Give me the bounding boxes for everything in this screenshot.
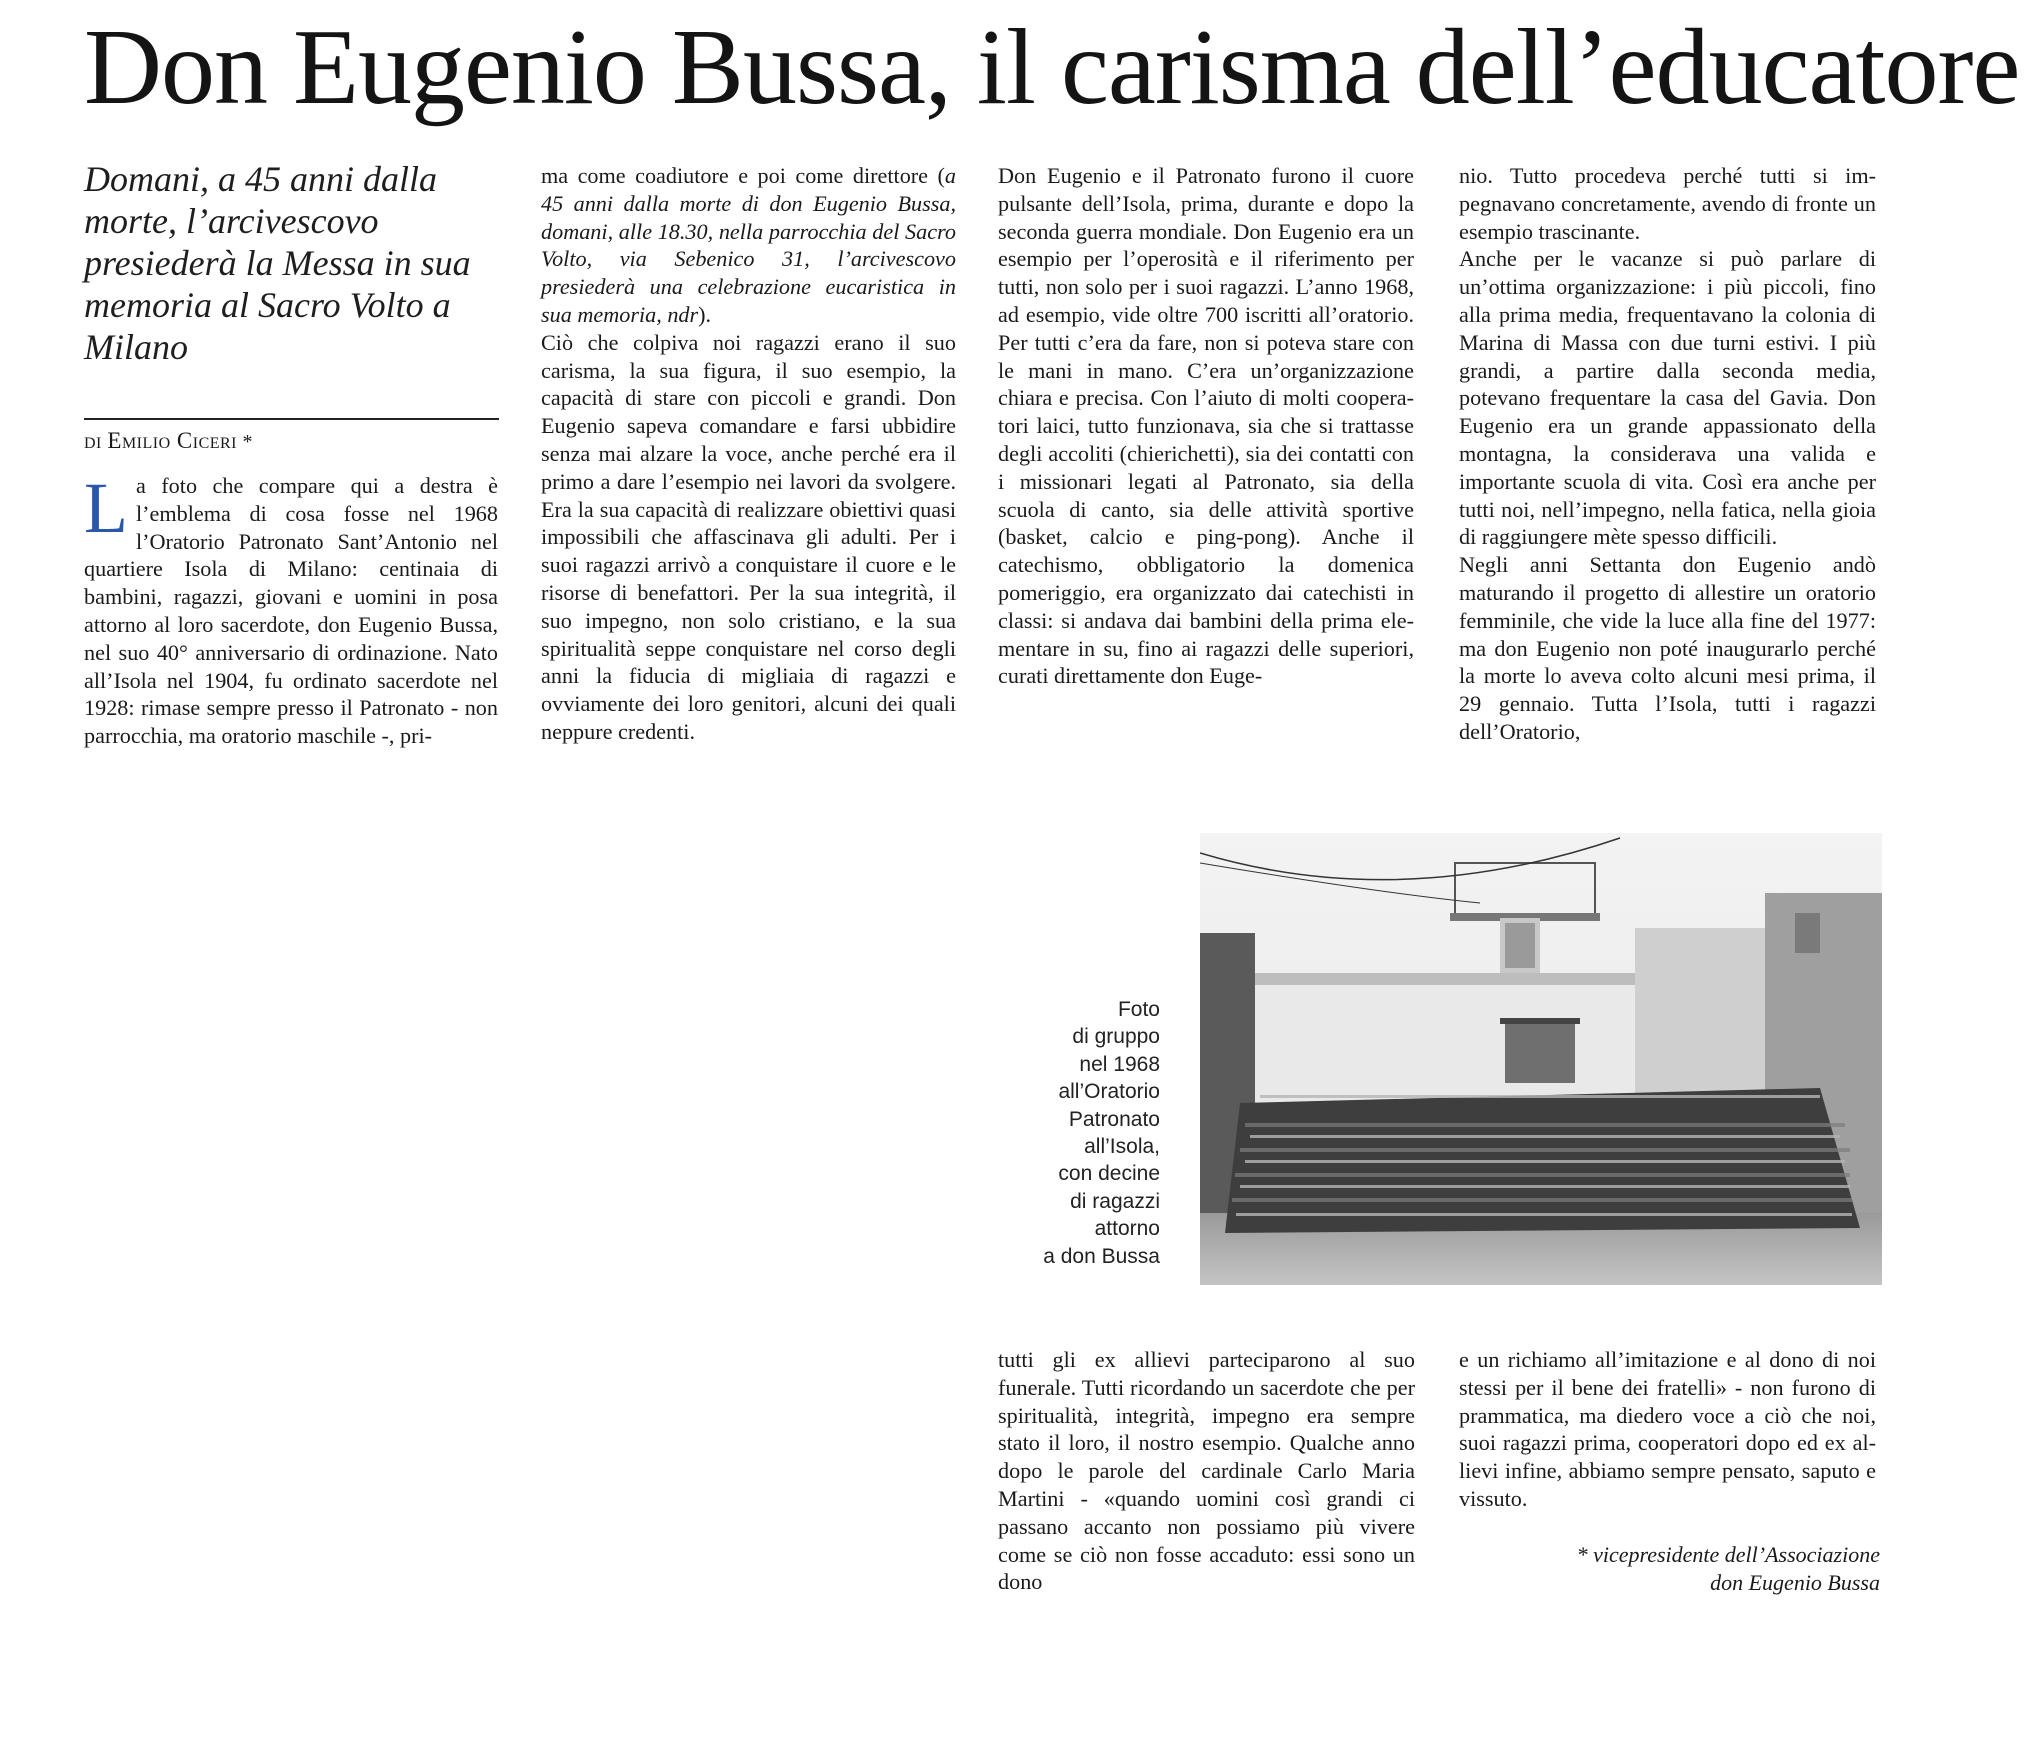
- column-1-paragraph: [84, 468, 498, 750]
- caption-line: all’Oratorio: [1058, 1080, 1160, 1104]
- footnote-line-1: * vicepresidente dell’Associazione: [1576, 1542, 1880, 1567]
- caption-line: nel 1968: [1079, 1052, 1160, 1076]
- caption-line: a don Bussa: [1043, 1244, 1160, 1268]
- caption-line: con decine: [1058, 1162, 1160, 1186]
- editor-note: a 45 anni dalla morte di don Eugenio Bussa, domani, alle 18.30, nella parrocchia del Sacro Volto, via Sebenico 31, l’arcivescovo presiederà una celebrazione eucaristica in sua memoria, ndr: [541, 163, 956, 327]
- column-6-paragraph: e un richiamo all’imitazione e al dono di noi stessi per il bene dei fratelli» - non furono di prammatica, ma diedero voce a ciò che noi, suoi ragazzi prima, cooperatori dopo ed ex allievi infine, abbiamo sempre pensato, saputo e vissuto.: [1459, 1347, 1876, 1511]
- headline: Don Eugenio Bussa, il carisma dell’educatore: [84, 8, 2020, 127]
- article-column-6: [1459, 1346, 1876, 1513]
- article-column-3: [998, 162, 1414, 690]
- caption-line: Patronato: [1068, 1107, 1160, 1131]
- column-1-text: a foto che compare qui a destra è l’emblema di cosa fosse nel 1968 l’Oratorio Patronato Sant’Antonio nel quartiere Isola di Milano: centinaia di bambini, ragazzi, giovani e uomini in posa attorno al loro sacerdote, don Eugenio Bussa, nel suo 40° anniversario di ordinazione. Nato all’Isola nel 1904, fu ordinato sacerdote nel 1928: rimase sempre presso il Patronato - non parrocchia, ma oratorio maschile -, pri-: [84, 473, 498, 749]
- column-4-paragraph-2: Anche per le vacanze si può parlare di un’ottima organizzazione: i più piccoli, fino alla prima media, frequentavano la colonia di Marina di Massa con due turni estivi. I più grandi, a partire dalla seconda media, potevano frequentare la casa del Gavia. Don Eugenio era un grande appassionato della montagna, la considerava una valida e importante scuola di vita. Così era anche per tutti noi, nell’impegno, nella fatica, nella gioia di raggiungere mète spesso difficili.: [1459, 246, 1876, 550]
- byline-prefix: di: [84, 428, 102, 453]
- footnote-line-2: don Eugenio Bussa: [1710, 1570, 1880, 1595]
- group-photo: [1200, 833, 1882, 1285]
- caption-line: attorno: [1094, 1217, 1160, 1241]
- column-4-paragraph-1: nio. Tutto procedeva perché tutti si impegnavano concretamente, avendo di fronte un esempio trascinante.: [1459, 163, 1876, 244]
- byline-star: *: [242, 431, 254, 453]
- column-3-paragraph: Don Eugenio e il Patronato furono il cuore pulsante dell’Isola, prima, durante e dopo la seconda guerra mondiale. Don Eugenio era un esempio per l’operosità e il riferimento per tutti, non solo per i suoi ragazzi. L’anno 1968, ad esempio, vide oltre 700 iscritti all’oratorio. Per tutti c’era da fare, non si poteva stare con le mani in mano. C’era un’organizzazione chiara e precisa. Con l’aiuto di molti cooperatori laici, tutto funzionava, sia che si trattasse degli accoliti (chierichetti), sia dei contatti con i missionari legati al Patronato, sia della scuola di canto, sia delle attività sportive (basket, calcio e ping-pong). Anche il catechismo, obbligatorio la domenica pomeriggio, era organizzato dai catechisti in classi: si andava dai bambini della prima elementare in su, fino ai ragazzi delle superiori, curati direttamente don Euge-: [998, 163, 1414, 689]
- article-column-5: [998, 1346, 1415, 1596]
- column-2-close: ).: [698, 301, 712, 327]
- caption-line: di ragazzi: [1070, 1189, 1160, 1213]
- column-2-paragraph-2: Ciò che colpiva noi ragazzi erano il suo carisma, la sua figura, il suo esempio, la capacità di stare con piccoli e grandi. Don Eugenio sapeva comandare e farsi ubbidire senza mai alzare la voce, anche perché era il primo a dare l’esempio nei lavori da svolgere. Era la sua capacità di realizzare obiettivi quasi impossibili che affascinava gli adulti. Per i suoi ragazzi arrivò a conquistare il cuore e le risorse di benefattori. Per la sua integrità, il suo impegno, non solo cristiano, e la sua spiritualità seppe conquistare nel corso degli anni la fiducia di migliaia di ragazzi e ovviamente dei loro genitori, alcuni dei quali neppure credenti.: [541, 329, 956, 744]
- column-2-lead: ma come coadiutore e poi come direttore (: [541, 163, 945, 188]
- byline-rule: [84, 418, 499, 420]
- article-column-1: [84, 468, 498, 750]
- caption-line: di gruppo: [1072, 1025, 1160, 1049]
- byline-author: Emilio Ciceri: [107, 428, 238, 453]
- column-5-paragraph: tutti gli ex allievi parteciparono al suo funerale. Tutti ricordando un sacerdote che per spiritualità, integrità, impegno era sempre stato il loro, il nostro esempio. Qualche anno dopo le parole del cardinale Carlo Maria Martini - «quando uomini così grandi ci passano accanto non possiamo più vivere come se ciò non fosse accaduto: essi sono un dono: [998, 1347, 1415, 1595]
- article-column-4: [1459, 162, 1876, 746]
- column-4-paragraph-3: Negli anni Settanta don Eugenio andò maturando il progetto di allestire un oratorio femminile, che vide la luce alla fine del 1977: ma don Eugenio non poté inaugurarlo perché la morte lo aveva colto alcuni mesi prima, il 29 gennaio. Tutta l’Isola, tutti i ragazzi dell’Oratorio,: [1459, 552, 1876, 744]
- group-photo-image: [1200, 833, 1882, 1285]
- subheadline: Domani, a 45 anni dalla morte, l’arcivescovo presiederà la Messa in sua memoria al Sacro Volto a Milano: [84, 159, 471, 367]
- caption-line: all’Isola,: [1084, 1135, 1160, 1159]
- column-2-paragraph-1: [541, 162, 956, 329]
- article-column-2: [541, 162, 956, 746]
- drop-cap: L: [84, 468, 128, 548]
- author-footnote: [1460, 1541, 1880, 1597]
- photo-caption: [960, 996, 1160, 1270]
- caption-line: Foto: [1117, 998, 1160, 1021]
- byline: [84, 428, 504, 455]
